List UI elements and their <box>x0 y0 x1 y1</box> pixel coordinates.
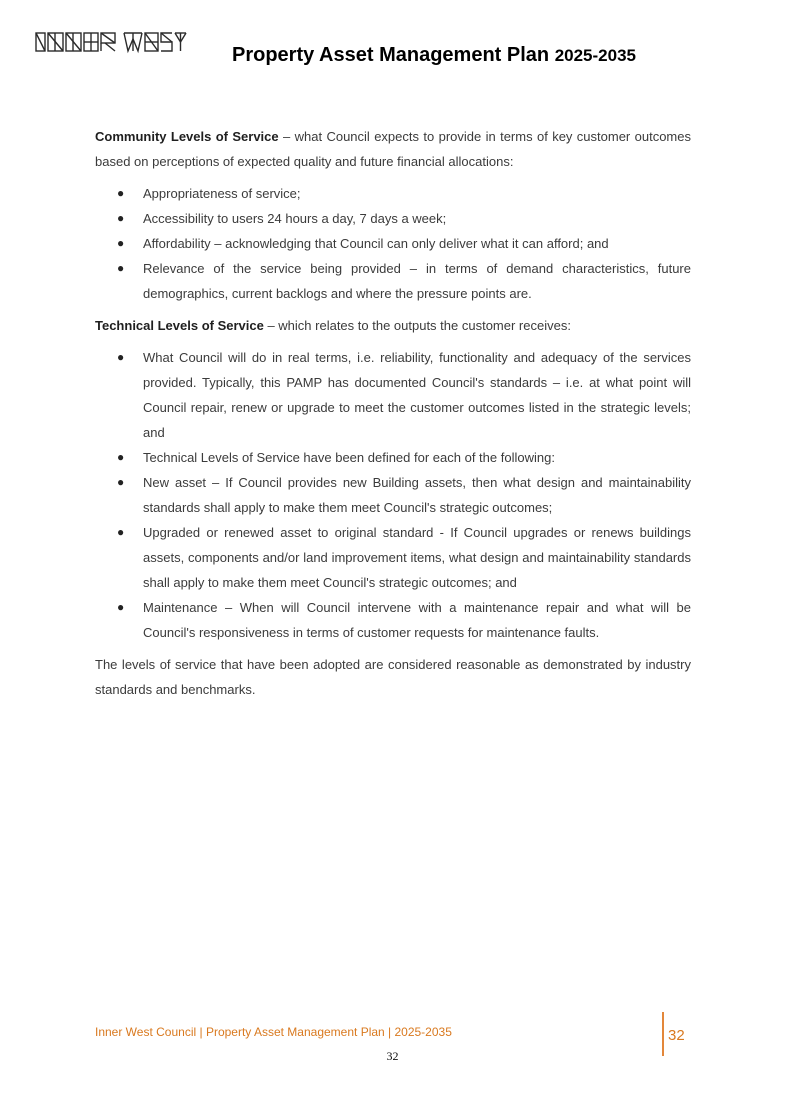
closing-paragraph: The levels of service that have been adopted are considered reasonable as demonstrated by industry standards and benchmarks. <box>95 657 691 697</box>
list-item-text: Maintenance – When will Council intervene with a maintenance repair and what will be Council's responsiveness in terms of customer requests for maintenance faults. <box>143 600 691 640</box>
list-item-text: Appropriateness of service; <box>143 186 301 201</box>
bullet-dot-icon: ● <box>117 236 125 250</box>
inner-west-logo <box>35 30 187 54</box>
list-item <box>95 206 691 231</box>
page-title-years: 2025-2035 <box>554 46 636 65</box>
list-item-text: New asset – If Council provides new Building assets, then what design and maintainability standards shall apply to make them meet Council's strategic outcomes; <box>143 475 691 515</box>
footer-page-number: 32 <box>668 1027 685 1044</box>
list-item-text: Relevance of the service being provided – in terms of demand characteristics, future demographics, current backlogs and where the pressure points are. <box>143 261 691 301</box>
bullet-dot-icon: ● <box>117 261 125 275</box>
list-item-text: Technical Levels of Service have been defined for each of the following: <box>143 450 555 465</box>
bullet-dot-icon: ● <box>117 525 125 539</box>
list-item-text: What Council will do in real terms, i.e. reliability, functionality and adequacy of the services provided. Typically, this PAMP has documented Council's standards – i.e. at what point will Council repair, renew or upgrade to meet the customer outcomes listed in the strategic levels; and <box>143 350 691 440</box>
bullet-dot-icon: ● <box>117 211 125 225</box>
technical-paragraph <box>95 313 691 338</box>
technical-term: Technical Levels of Service <box>95 318 264 333</box>
bullet-dot-icon: ● <box>117 475 125 489</box>
community-paragraph <box>95 124 691 174</box>
list-item <box>95 256 691 306</box>
list-item-text: Upgraded or renewed asset to original standard - If Council upgrades or renews buildings assets, components and/or land improvement items, what design and maintainability standards shall apply to make them meet Council's strategic outcomes; and <box>143 525 691 590</box>
page-number: 32 <box>386 1049 399 1063</box>
list-item <box>95 595 691 645</box>
body-content <box>95 124 691 709</box>
list-item <box>95 470 691 520</box>
bullet-dot-icon: ● <box>117 450 125 464</box>
footer-text: Inner West Council | Property Asset Management Plan | 2025-2035 <box>95 1025 452 1039</box>
community-text: – what Council expects to provide in terms of key customer outcomes based on perceptions of expected quality and future financial allocations: <box>95 129 691 169</box>
technical-text: – which relates to the outputs the customer receives: <box>263 318 571 333</box>
technical-bullet-list <box>95 345 691 645</box>
page-title <box>232 44 636 67</box>
list-item <box>95 231 691 256</box>
list-item <box>95 445 691 470</box>
list-item <box>95 520 691 595</box>
list-item <box>95 181 691 206</box>
bullet-dot-icon: ● <box>117 186 125 200</box>
page-title-main: Property Asset Management Plan <box>232 44 555 66</box>
list-item <box>95 345 691 445</box>
list-item-text: Accessibility to users 24 hours a day, 7 days a week; <box>143 211 447 226</box>
bullet-dot-icon: ● <box>117 600 125 614</box>
list-item-text: Affordability – acknowledging that Council can only deliver what it can afford; and <box>143 236 609 251</box>
community-term: Community Levels of Service <box>95 129 279 144</box>
community-bullet-list <box>95 181 691 306</box>
bullet-dot-icon: ● <box>117 350 125 364</box>
